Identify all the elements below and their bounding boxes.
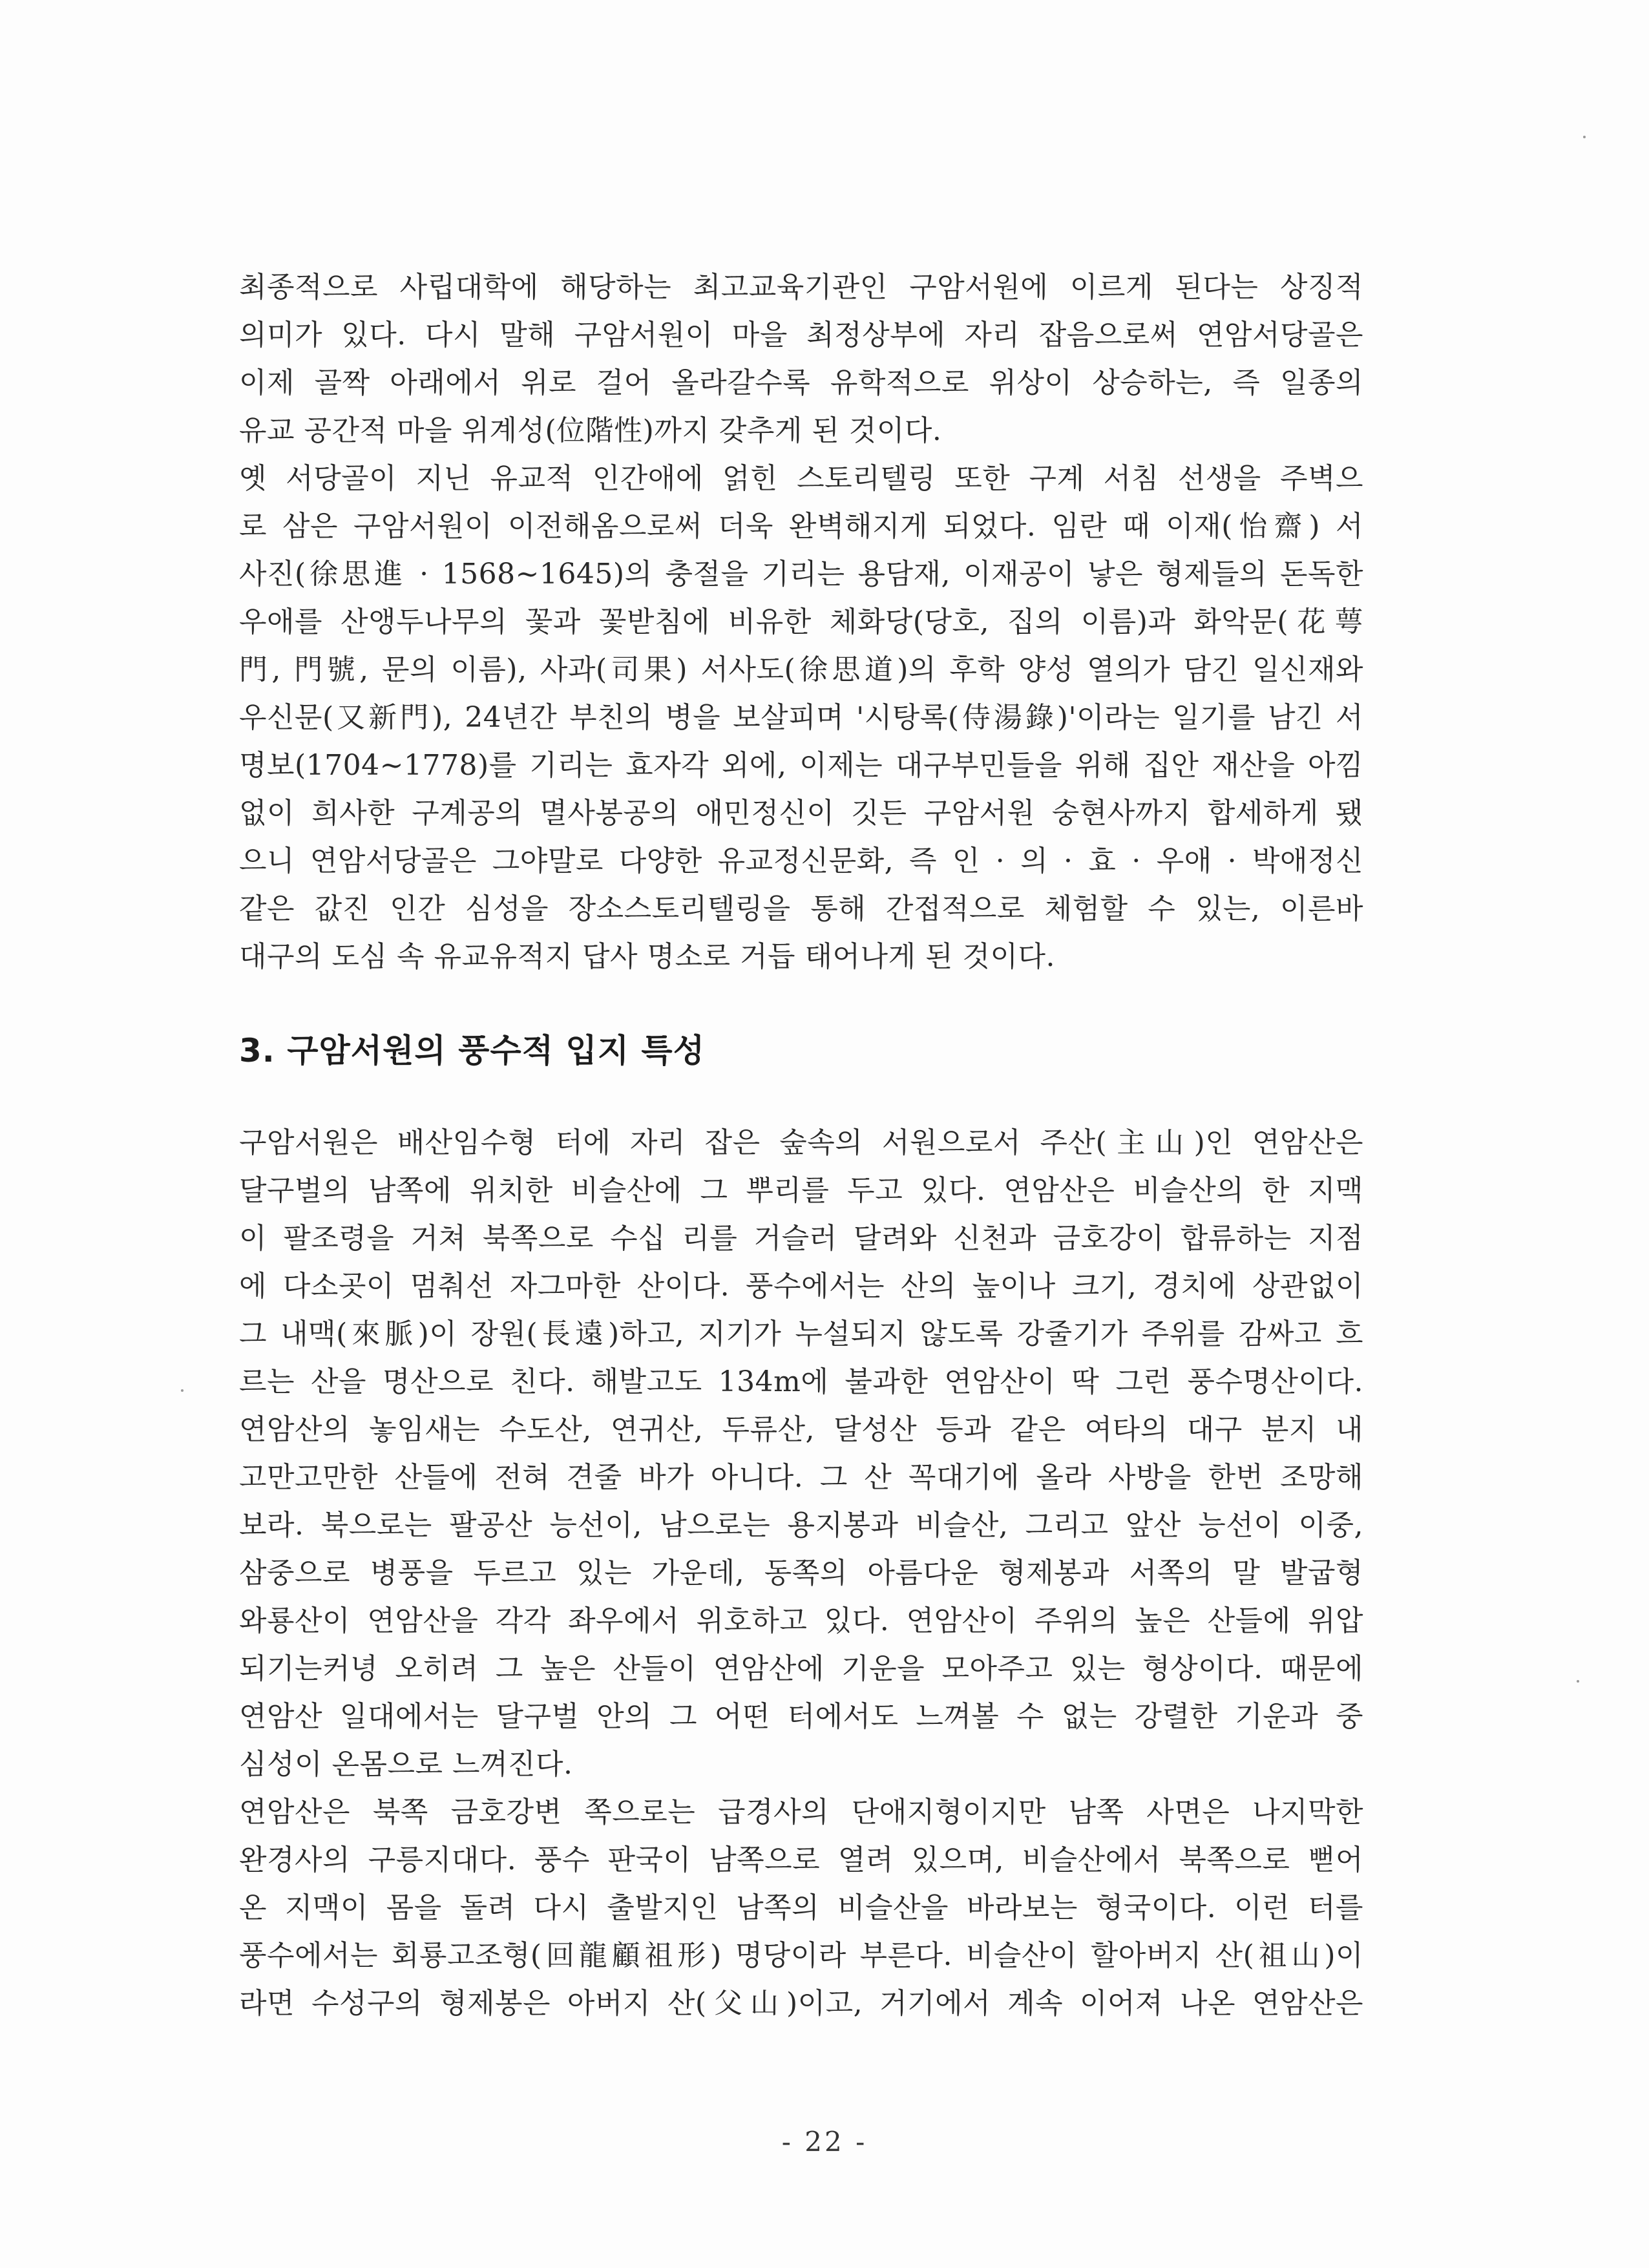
text-line: 연암산은 북쪽 금호강변 쪽으로는 급경사의 단애지형이지만 남쪽 사면은 나지막한 bbox=[239, 1796, 1363, 1829]
text-line: 대구의 도심 속 유교유적지 답사 명소로 거듭 태어나게 된 것이다. bbox=[239, 940, 1055, 973]
text-line: 門, 門號, 문의 이름), 사과(司果) 서사도(徐思道)의 후학 양성 열의가 담긴 일신재와 bbox=[239, 653, 1363, 686]
text-line: 온 지맥이 몸을 돌려 다시 출발지인 남쪽의 비슬산을 바라보는 형국이다. 이런 터를 bbox=[239, 1891, 1363, 1924]
text-line: 심성이 온몸으로 느껴진다. bbox=[239, 1748, 573, 1781]
text-line: 그 내맥(來脈)이 장원(長遠)하고, 지기가 누설되지 않도록 강줄기가 주위를 감싸고 흐 bbox=[239, 1318, 1363, 1350]
text-line: 로 삼은 구암서원이 이전해옴으로써 더욱 완벽해지게 되었다. 임란 때 이재(怡齋) 서 bbox=[239, 510, 1363, 543]
text-line: 우애를 산앵두나무의 꽃과 꽃받침에 비유한 체화당(당호, 집의 이름)과 화악문(花萼 bbox=[239, 605, 1363, 638]
text-line: 유교 공간적 마을 위계성(位階性)까지 갖추게 된 것이다. bbox=[239, 414, 942, 447]
text-line: 와룡산이 연암산을 각각 좌우에서 위호하고 있다. 연암산이 주위의 높은 산들에 위압 bbox=[239, 1604, 1363, 1637]
text-line: 연암산의 놓임새는 수도산, 연귀산, 두류산, 달성산 등과 같은 여타의 대구 분지 내 bbox=[239, 1413, 1363, 1446]
text-line: 같은 값진 인간 심성을 장소스토리텔링을 통해 간접적으로 체험할 수 있는, 이른바 bbox=[239, 892, 1363, 925]
text-line: 이 팔조령을 거쳐 북쪽으로 수십 리를 거슬러 달려와 신천과 금호강이 합류하는 지점 bbox=[239, 1222, 1363, 1255]
text-line: 최종적으로 사립대학에 해당하는 최고교육기관인 구암서원에 이르게 된다는 상징적 bbox=[239, 271, 1363, 304]
page-number: - 22 - bbox=[781, 2126, 868, 2158]
text-line: 으니 연암서당골은 그야말로 다양한 유교정신문화, 즉 인 · 의 · 효 · 우애 · 박애정신 bbox=[239, 845, 1363, 877]
text-line: 명보(1704~1778)를 기리는 효자각 외에, 이제는 대구부민들을 위해 집안 재산을 아낌 bbox=[239, 749, 1363, 782]
text-line: 구암서원은 배산임수형 터에 자리 잡은 숲속의 서원으로서 주산(主山)인 연암산은 bbox=[239, 1126, 1363, 1159]
scan-speck bbox=[1583, 136, 1586, 138]
text-line: 고만고만한 산들에 전혀 견줄 바가 아니다. 그 산 꼭대기에 올라 사방을 한번 조망해 bbox=[239, 1461, 1363, 1494]
text-line: 되기는커녕 오히려 그 높은 산들이 연암산에 기운을 모아주고 있는 형상이다. 때문에 bbox=[239, 1652, 1363, 1685]
text-line: 연암산 일대에서는 달구벌 안의 그 어떤 터에서도 느껴볼 수 없는 강렬한 기운과 중 bbox=[239, 1700, 1363, 1733]
text-line: 사진(徐思進 · 1568~1645)의 충절을 기리는 용담재, 이재공이 낳은 형제들의 돈독한 bbox=[239, 558, 1363, 591]
text-line: 삼중으로 병풍을 두르고 있는 가운데, 동쪽의 아름다운 형제봉과 서쪽의 말 발굽형 bbox=[239, 1557, 1363, 1590]
text-line: 의미가 있다. 다시 말해 구암서원이 마을 최정상부에 자리 잡음으로써 연암서당골은 bbox=[239, 319, 1363, 352]
body-text-section-1 bbox=[239, 264, 1363, 981]
text-line: 없이 희사한 구계공의 멸사봉공의 애민정신이 깃든 구암서원 숭현사까지 합세하게 됐 bbox=[239, 797, 1363, 830]
scan-speck bbox=[181, 1389, 184, 1392]
text-line: 라면 수성구의 형제봉은 아버지 산(父山)이고, 거기에서 계속 이어져 나온 연암산은 bbox=[239, 1987, 1363, 2020]
text-line: 달구벌의 남쪽에 위치한 비슬산에 그 뿌리를 두고 있다. 연암산은 비슬산의 한 지맥 bbox=[239, 1174, 1363, 1207]
text-line: 완경사의 구릉지대다. 풍수 판국이 남쪽으로 열려 있으며, 비슬산에서 북쪽으로 뻗어 bbox=[239, 1843, 1363, 1876]
body-text-section-3 bbox=[239, 1119, 1363, 2028]
text-line: 우신문(又新門), 24년간 부친의 병을 보살피며 '시탕록(侍湯錄)'이라는 일기를 남긴 서 bbox=[239, 701, 1363, 734]
text-line: 르는 산을 명산으로 친다. 해발고도 134m에 불과한 연암산이 딱 그런 풍수명산이다. bbox=[239, 1365, 1363, 1398]
text-line: 풍수에서는 회룡고조형(回龍顧祖形) 명당이라 부른다. 비슬산이 할아버지 산(祖山)이 bbox=[239, 1939, 1363, 1972]
text-line: 에 다소곳이 멈춰선 자그마한 산이다. 풍수에서는 산의 높이나 크기, 경치에 상관없이 bbox=[239, 1270, 1363, 1303]
text-line: 이제 골짝 아래에서 위로 걸어 올라갈수록 유학적으로 위상이 상승하는, 즉 일종의 bbox=[239, 366, 1363, 399]
text-line: 보라. 북으로는 팔공산 능선이, 남으로는 용지봉과 비슬산, 그리고 앞산 능선이 이중, bbox=[239, 1509, 1363, 1542]
scan-speck bbox=[1577, 1680, 1579, 1683]
text-line: 옛 서당골이 지닌 유교적 인간애에 얽힌 스토리텔링 또한 구계 서침 선생을 주벽으 bbox=[239, 462, 1363, 495]
section-heading: 3. 구암서원의 풍수적 입지 특성 bbox=[239, 1032, 706, 1069]
